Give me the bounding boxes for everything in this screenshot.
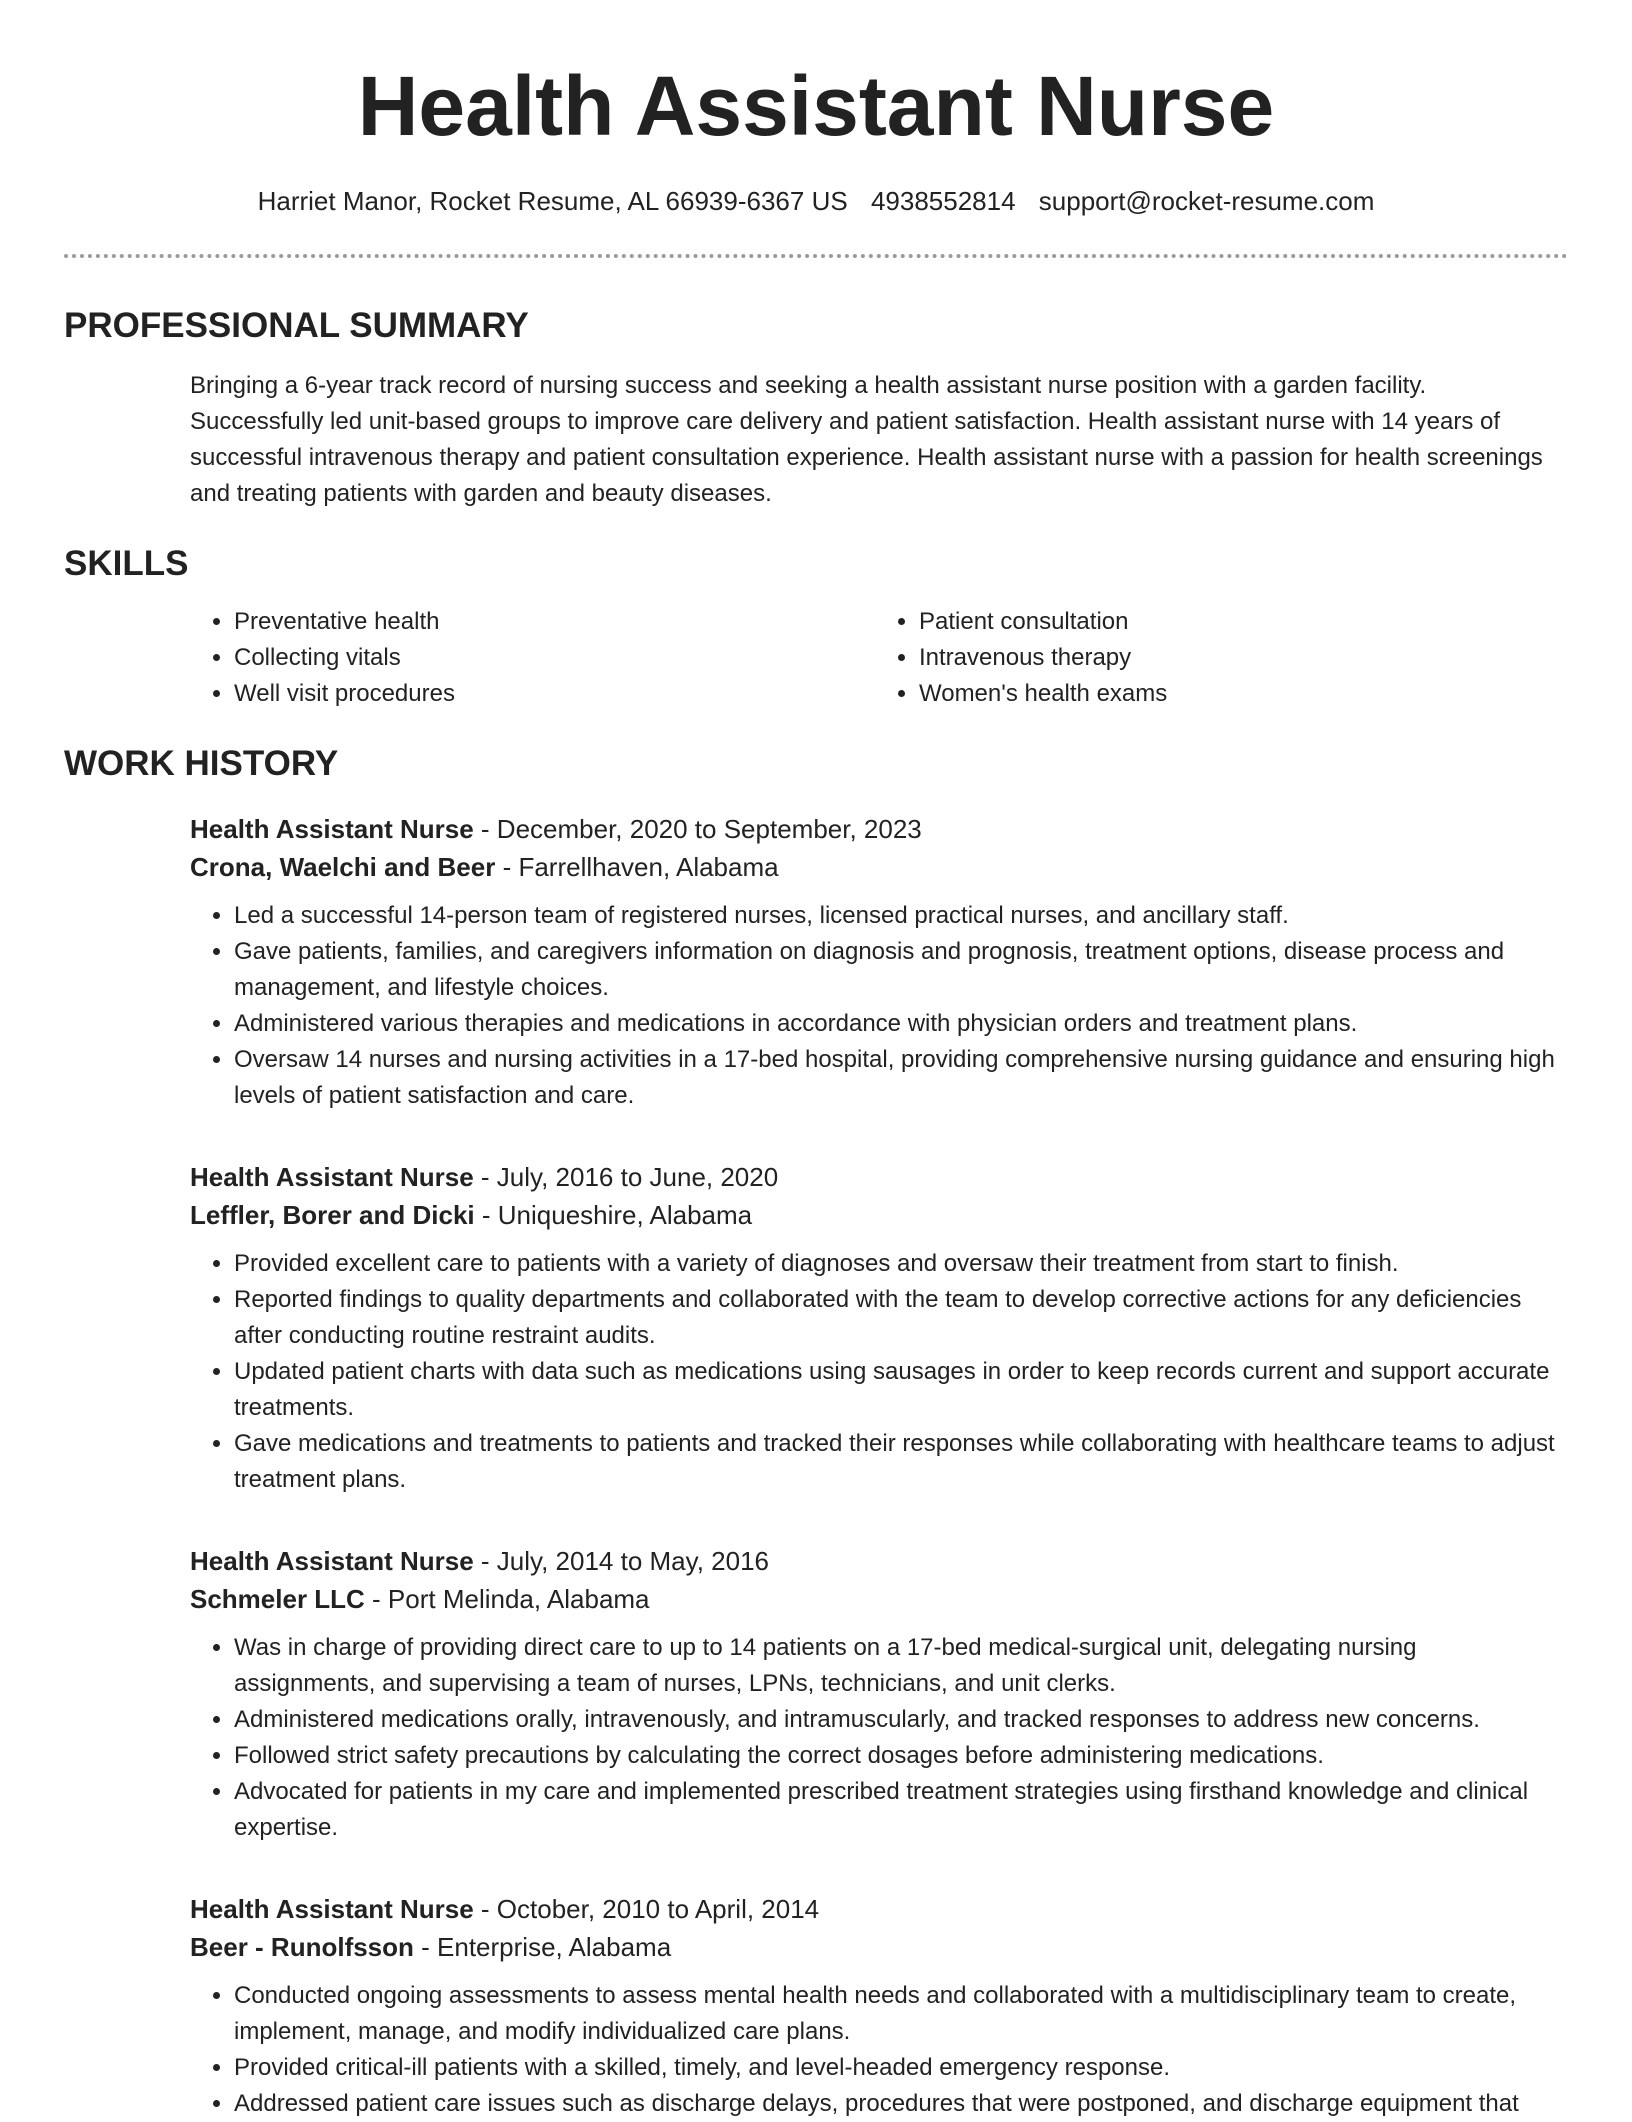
work-section: [64, 810, 1568, 2122]
job-bullets: [190, 1246, 1560, 1498]
job-role: Health Assistant Nurse: [190, 814, 474, 844]
skills-left-list: [190, 604, 875, 712]
job-company: Crona, Waelchi and Beer: [190, 852, 496, 882]
job-location: - Enterprise, Alabama: [413, 1932, 672, 1962]
job-title-line: [190, 1542, 1560, 1580]
job-dates: - July, 2016 to June, 2020: [473, 1162, 779, 1192]
job-dates: - October, 2010 to April, 2014: [473, 1894, 820, 1924]
skill-item: • Collecting vitals: [234, 640, 875, 676]
contact-line: [64, 184, 1568, 218]
skills-grid: [190, 604, 1560, 712]
summary-text: Bringing a 6-year track record of nursing success and seeking a health assistant nurse position with a garden facility. Successfully led unit-based groups to improve care delivery and patient satisfaction. Health assistant nurse with 14 years of successful intravenous therapy and patient consultation experience. Health assistant nurse with a passion for health screenings and treating patients with garden and beauty diseases.: [190, 372, 1543, 507]
job-location: - Farrellhaven, Alabama: [495, 852, 779, 882]
job-entry: [190, 810, 1560, 1114]
job-bullets: [190, 1978, 1560, 2122]
job-title-line: [190, 810, 1560, 848]
job-bullet: • Led a successful 14-person team of registered nurses, licensed practical nurses, and ancillary staff.: [234, 898, 1560, 934]
skill-item: • Intravenous therapy: [919, 640, 1560, 676]
job-bullet: • Advocated for patients in my care and implemented prescribed treatment strategies using firsthand knowledge and clinical expertise.: [234, 1774, 1560, 1846]
skill-item: • Preventative health: [234, 604, 875, 640]
job-company: Leffler, Borer and Dicki: [190, 1200, 475, 1230]
job-bullet: • Administered medications orally, intravenously, and intramuscularly, and tracked responses to address new concerns.: [234, 1702, 1560, 1738]
job-dates: - December, 2020 to September, 2023: [473, 814, 922, 844]
summary-heading: PROFESSIONAL SUMMARY: [64, 306, 529, 345]
skills-section: [64, 604, 1568, 712]
skill-item: • Women's health exams: [919, 676, 1560, 712]
job-entry: [190, 1542, 1560, 1846]
job-location: - Uniqueshire, Alabama: [474, 1200, 753, 1230]
job-role: Health Assistant Nurse: [190, 1546, 474, 1576]
skill-item: • Patient consultation: [919, 604, 1560, 640]
job-bullet: • Was in charge of providing direct care to up to 14 patients on a 17-bed medical-surgical unit, delegating nursing assignments, and supervising a team of nurses, LPNs, technicians, and unit clerks.: [234, 1630, 1560, 1702]
job-company-line: [190, 848, 1560, 886]
job-bullet: • Provided excellent care to patients with a variety of diagnoses and oversaw their treatment from start to finish.: [234, 1246, 1560, 1282]
job-bullet: • Reported findings to quality departments and collaborated with the team to develop corrective actions for any deficiencies after conducting routine restraint audits.: [234, 1282, 1560, 1354]
job-bullet: • Provided critical-ill patients with a skilled, timely, and level-headed emergency response.: [234, 2050, 1560, 2086]
job-role: Health Assistant Nurse: [190, 1162, 474, 1192]
work-heading: WORK HISTORY: [64, 744, 339, 783]
job-role: Health Assistant Nurse: [190, 1894, 474, 1924]
job-dates: - July, 2014 to May, 2016: [473, 1546, 769, 1576]
job-bullet: • Followed strict safety precautions by calculating the correct dosages before administering medications.: [234, 1738, 1560, 1774]
job-bullet: • Conducted ongoing assessments to assess mental health needs and collaborated with a multidisciplinary team to create, implement, manage, and modify individualized care plans.: [234, 1978, 1560, 2050]
skills-heading: SKILLS: [64, 544, 189, 583]
contact-email: support@rocket-resume.com: [1038, 186, 1375, 216]
job-company-line: [190, 1196, 1560, 1234]
job-bullets: [190, 898, 1560, 1114]
job-entry: [190, 1158, 1560, 1498]
resume-name: Health Assistant Nurse: [357, 59, 1275, 153]
job-bullet: • Updated patient charts with data such as medications using sausages in order to keep records current and support accurate treatments.: [234, 1354, 1560, 1426]
job-bullet: • Administered various therapies and medications in accordance with physician orders and treatment plans.: [234, 1006, 1560, 1042]
contact-phone: 4938552814: [870, 186, 1016, 216]
job-company: Schmeler LLC: [190, 1584, 365, 1614]
job-bullet: • Gave medications and treatments to patients and tracked their responses while collaborating with healthcare teams to adjust treatment plans.: [234, 1426, 1560, 1498]
job-company-line: [190, 1580, 1560, 1618]
job-title-line: [190, 1890, 1560, 1928]
job-bullet: • Addressed patient care issues such as discharge delays, procedures that were postponed, and discharge equipment that: [234, 2086, 1560, 2122]
job-location: - Port Melinda, Alabama: [364, 1584, 650, 1614]
job-entry: [190, 1890, 1560, 2122]
skill-item: • Well visit procedures: [234, 676, 875, 712]
job-bullet: • Oversaw 14 nurses and nursing activities in a 17-bed hospital, providing comprehensive nursing guidance and ensuring high levels of patient satisfaction and care.: [234, 1042, 1560, 1114]
job-company: Beer - Runolfsson: [190, 1932, 414, 1962]
job-title-line: [190, 1158, 1560, 1196]
skills-right-list: [875, 604, 1560, 712]
job-bullet: • Gave patients, families, and caregivers information on diagnosis and prognosis, treatment options, disease process and management, and lifestyle choices.: [234, 934, 1560, 1006]
header-divider: [64, 254, 1568, 258]
summary-section: [64, 368, 1568, 512]
contact-address: Harriet Manor, Rocket Resume, AL 66939-6367 US: [257, 186, 848, 216]
job-bullets: [190, 1630, 1560, 1846]
job-company-line: [190, 1928, 1560, 1966]
